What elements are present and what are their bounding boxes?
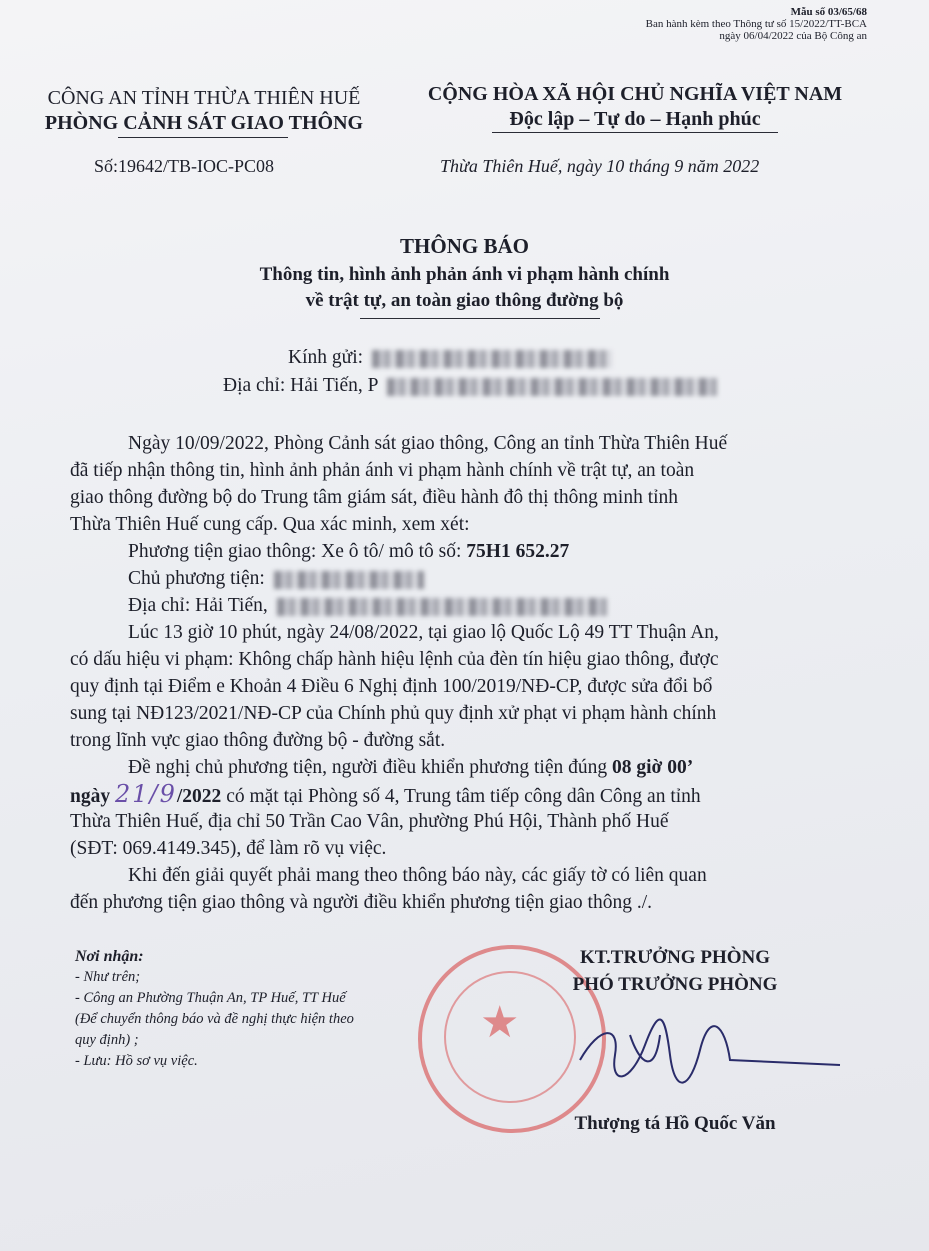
request-text: Đề nghị chủ phương tiện, người điều khiển phương tiện đúng: [128, 757, 612, 778]
paragraph-3-line-2: [70, 781, 701, 810]
owner-line: [128, 565, 424, 592]
signer-name: Thượng tá Hồ Quốc Văn: [574, 1113, 776, 1134]
paragraph-3-line-3: Thừa Thiên Huế, địa chỉ 50 Trần Cao Vân, phường Phú Hội, Thành phố Huế: [70, 811, 669, 832]
paragraph-2-line-4: sung tại NĐ123/2021/NĐ-CP của Chính phủ quy định xử phạt vi phạm hành chính: [70, 703, 717, 724]
paragraph-1-line-2: đã tiếp nhận thông tin, hình ảnh phản ánh vi phạm hành chính về trật tự, an toàn: [70, 460, 695, 481]
paragraph-2-line-3: quy định tại Điểm e Khoản 4 Điều 6 Nghị định 100/2019/NĐ-CP, được sửa đổi bổ: [70, 676, 713, 697]
recipient-item: - Lưu: Hồ sơ vụ việc.: [75, 1053, 198, 1069]
appointment-time: 08 giờ 00’: [612, 757, 694, 778]
owner-address-label: Địa chỉ: Hải Tiến,: [128, 595, 268, 616]
form-reference: [646, 6, 867, 42]
vehicle-line: [128, 538, 569, 565]
vehicle-plate: 75H1 652.27: [466, 541, 570, 562]
kinh-gui-label: Kính gửi:: [288, 347, 364, 368]
paragraph-1-line-4: Thừa Thiên Huế cung cấp. Qua xác minh, xem xét:: [70, 514, 470, 535]
paragraph-1-line-3: giao thông đường bộ do Trung tâm giám sát, điều hành đô thị thông minh tỉnh: [70, 487, 679, 508]
handwritten-signature: [560, 1005, 850, 1100]
signature-title: [510, 944, 840, 998]
agency-underline: [118, 137, 288, 138]
subtitle-line-1: Thông tin, hình ảnh phản ánh vi phạm hành chính: [259, 264, 670, 285]
recipients-heading: Nơi nhận:: [75, 948, 144, 965]
agency-parent: CÔNG AN TỈNH THỪA THIÊN HUẾ: [47, 87, 361, 109]
subtitle-line-2: về trật tự, an toàn giao thông đường bộ: [305, 290, 624, 311]
document-date: Thừa Thiên Huế, ngày 10 tháng 9 năm 2022: [440, 156, 760, 176]
form-issued-date: ngày 06/04/2022 của Bộ Công an: [719, 30, 867, 42]
appointment-place: có mặt tại Phòng số 4, Trung tâm tiếp công dân Công an tỉnh: [221, 786, 701, 807]
addressee-address-label: Địa chỉ: Hải Tiến, P: [223, 375, 378, 396]
paragraph-4-line-1: Khi đến giải quyết phải mang theo thông báo này, các giấy tờ có liên quan: [128, 865, 707, 886]
recipient-item: - Công an Phường Thuận An, TP Huế, TT Huế: [75, 990, 346, 1006]
paragraph-2-line-5: trong lĩnh vực giao thông đường bộ - đường sắt.: [70, 730, 446, 751]
document-number: Số:19642/TB-IOC-PC08: [94, 156, 275, 176]
paragraph-3-line-4: (SĐT: 069.4149.345), để làm rõ vụ việc.: [70, 838, 387, 859]
handwritten-date: 21/9: [114, 780, 177, 808]
document-subtitle: [0, 262, 929, 314]
paragraph-1-line-1: Ngày 10/09/2022, Phòng Cảnh sát giao thông, Công an tỉnh Thừa Thiên Huế: [128, 433, 728, 454]
signer-position: PHÓ TRƯỞNG PHÒNG: [572, 974, 778, 995]
motto-underline: [492, 132, 778, 133]
national-header: [395, 82, 875, 132]
addressee-address-line: [223, 372, 717, 399]
star-icon: ★: [480, 998, 520, 1047]
form-issued-by: Ban hành kèm theo Thông tư số 15/2022/TT-BCA: [645, 18, 867, 30]
issuing-agency: [18, 86, 390, 136]
paragraph-3-line-1: [128, 754, 693, 781]
national-motto: Độc lập – Tự do – Hạnh phúc: [509, 108, 761, 130]
country-name: CỘNG HÒA XÃ HỘI CHỦ NGHĨA VIỆT NAM: [427, 83, 843, 105]
signer-capacity: KT.TRƯỞNG PHÒNG: [580, 947, 770, 968]
owner-label: Chủ phương tiện:: [128, 568, 265, 589]
vehicle-label: Phương tiện giao thông: Xe ô tô/ mô tô số:: [128, 541, 467, 562]
redacted-owner: [274, 571, 424, 589]
appointment-year: /2022: [176, 786, 222, 807]
form-number: Mẫu số 03/65/68: [790, 6, 867, 18]
addressee-line: [288, 344, 612, 371]
recipient-item: quy định) ;: [75, 1032, 139, 1048]
recipient-item: (Để chuyển thông báo và đề nghị thực hiện theo: [75, 1011, 354, 1027]
redacted-address: [387, 378, 717, 396]
redacted-name: [372, 350, 612, 368]
owner-address-line: [128, 592, 607, 619]
document-title: THÔNG BÁO: [400, 234, 529, 258]
title-underline: [360, 318, 600, 319]
appointment-day-label: ngày: [70, 786, 111, 807]
redacted-owner-address: [277, 598, 607, 616]
recipients-block: [75, 946, 354, 1072]
paragraph-2-line-1: Lúc 13 giờ 10 phút, ngày 24/08/2022, tại giao lộ Quốc Lộ 49 TT Thuận An,: [128, 622, 719, 643]
paragraph-2-line-2: có dấu hiệu vi phạm: Không chấp hành hiệu lệnh của đèn tín hiệu giao thông, được: [70, 649, 719, 670]
paragraph-4-line-2: đến phương tiện giao thông và người điều khiển phương tiện giao thông ./.: [70, 892, 653, 913]
recipient-item: - Như trên;: [75, 969, 141, 985]
agency-name: PHÒNG CẢNH SÁT GIAO THÔNG: [44, 112, 364, 134]
